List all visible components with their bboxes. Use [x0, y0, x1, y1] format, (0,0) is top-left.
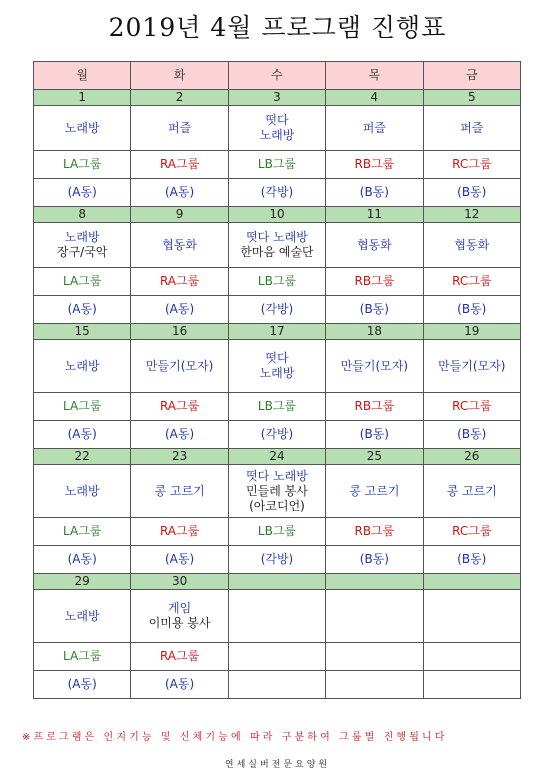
activity-text: 만들기(모자) [145, 358, 214, 373]
activity-text: 퍼즐 [167, 120, 192, 135]
activity-text: 노래방 [64, 358, 100, 373]
activity-text: 노래방 [259, 366, 295, 380]
group-cell: RA그룹 [131, 643, 228, 671]
activity-text: 만들기(모자) [438, 358, 506, 373]
activity-text: 노래방 [64, 483, 100, 498]
page-title: 2019년 4월 프로그램 진행표 [108, 13, 447, 42]
date-cell: 5 [423, 90, 520, 106]
activity-cell [131, 223, 228, 268]
group-row [34, 518, 521, 546]
date-cell: 19 [423, 324, 520, 340]
building-cell: (A동) [34, 179, 131, 207]
building-cell [423, 671, 520, 699]
group-cell [423, 643, 520, 671]
building-cell: (A동) [34, 546, 131, 574]
building-cell: (B동) [326, 421, 423, 449]
date-cell: 12 [423, 207, 520, 223]
date-cell: 18 [326, 324, 423, 340]
activity-text: (아코디언) [249, 498, 305, 513]
building-cell: (각방) [228, 179, 325, 207]
group-cell [326, 643, 423, 671]
group-cell: LB그룹 [228, 151, 325, 179]
activity-text: 장구/국악 [56, 245, 108, 259]
date-row [34, 207, 521, 223]
group-cell: LA그룹 [34, 518, 131, 546]
group-cell: RC그룹 [423, 518, 520, 546]
weekday-header-cell: 금 [423, 62, 520, 90]
building-row [34, 179, 521, 207]
building-cell: (A동) [131, 296, 228, 324]
activity-row [34, 106, 521, 151]
building-row [34, 296, 521, 324]
schedule-table [33, 61, 521, 699]
building-cell: (A동) [34, 296, 131, 324]
building-cell: (B동) [326, 296, 423, 324]
activity-cell [423, 223, 520, 268]
activity-cell [228, 106, 325, 151]
group-cell: LB그룹 [228, 518, 325, 546]
activity-cell [423, 340, 520, 393]
activity-row [34, 465, 521, 518]
activity-cell [326, 465, 423, 518]
footer-institution: 연세실버전문요양원 [224, 760, 331, 770]
activity-text: 노래방 [259, 128, 295, 142]
date-cell: 24 [228, 449, 325, 465]
date-cell: 15 [34, 324, 131, 340]
building-cell: (B동) [423, 546, 520, 574]
activity-cell [131, 465, 228, 518]
activity-text: 퍼즐 [460, 120, 484, 135]
date-cell: 17 [228, 324, 325, 340]
activity-cell [423, 590, 520, 643]
activity-text: 협동화 [356, 237, 392, 252]
activity-cell [131, 590, 228, 643]
activity-cell [326, 106, 423, 151]
activity-text: 협동화 [162, 237, 197, 252]
group-cell: RC그룹 [423, 151, 520, 179]
weekday-header-row [34, 62, 521, 90]
activity-cell [131, 106, 228, 151]
group-row [34, 151, 521, 179]
weekday-header-cell: 화 [131, 62, 228, 90]
activity-row [34, 223, 521, 268]
building-row [34, 421, 521, 449]
activity-text: 떳다 [265, 113, 289, 127]
date-cell: 30 [131, 574, 228, 590]
activity-cell [326, 590, 423, 643]
group-cell: RA그룹 [131, 268, 228, 296]
activity-cell [228, 340, 325, 393]
building-row [34, 671, 521, 699]
group-cell: LB그룹 [228, 393, 325, 421]
building-cell [228, 671, 325, 699]
activity-text: 한마음 예술단 [240, 245, 314, 259]
date-cell [326, 574, 423, 590]
building-cell: (B동) [423, 179, 520, 207]
activity-cell [34, 590, 131, 643]
activity-text: 콩 고르기 [446, 483, 497, 498]
activity-text: 노래방 [64, 230, 100, 244]
group-cell: RB그룹 [326, 151, 423, 179]
building-cell: (A동) [34, 671, 131, 699]
weekday-header-cell: 수 [228, 62, 325, 90]
activity-cell [34, 106, 131, 151]
program-note: ※프로그램은 인지기능 및 신체기능에 따라 구분하여 그룹별 진행됩니다 [22, 732, 448, 743]
activity-row [34, 340, 521, 393]
building-cell: (B동) [423, 421, 520, 449]
building-cell: (B동) [326, 179, 423, 207]
activity-text: 떳다 노래방 [246, 468, 308, 483]
date-row [34, 90, 521, 106]
building-cell: (B동) [423, 296, 520, 324]
date-cell: 9 [131, 207, 228, 223]
building-cell: (A동) [131, 421, 228, 449]
group-cell [228, 643, 325, 671]
date-cell: 23 [131, 449, 228, 465]
group-row [34, 268, 521, 296]
group-cell: RA그룹 [131, 518, 228, 546]
date-cell: 8 [34, 207, 131, 223]
activity-text: 콩 고르기 [154, 483, 205, 498]
date-row [34, 574, 521, 590]
date-cell: 25 [326, 449, 423, 465]
group-row [34, 393, 521, 421]
building-cell: (각방) [228, 296, 325, 324]
activity-text: 만들기(모자) [340, 358, 409, 373]
activity-text: 민들레 봉사 [246, 483, 308, 498]
activity-text: 노래방 [64, 608, 100, 623]
date-cell [423, 574, 520, 590]
building-row [34, 546, 521, 574]
date-cell [228, 574, 325, 590]
group-cell: LA그룹 [34, 643, 131, 671]
activity-cell [423, 106, 520, 151]
group-cell: RC그룹 [423, 393, 520, 421]
building-cell: (A동) [131, 179, 228, 207]
activity-text: 협동화 [454, 237, 490, 252]
activity-cell [228, 223, 325, 268]
date-cell: 22 [34, 449, 131, 465]
activity-cell [131, 340, 228, 393]
building-cell: (각방) [228, 546, 325, 574]
activity-cell [34, 223, 131, 268]
date-cell: 1 [34, 90, 131, 106]
date-cell: 3 [228, 90, 325, 106]
date-cell: 10 [228, 207, 325, 223]
group-cell: LA그룹 [34, 393, 131, 421]
activity-text: 게임 [167, 601, 192, 615]
group-cell: RB그룹 [326, 518, 423, 546]
weekday-header-cell: 월 [34, 62, 131, 90]
building-cell: (A동) [131, 671, 228, 699]
activity-cell [326, 223, 423, 268]
building-cell: (각방) [228, 421, 325, 449]
group-cell: RB그룹 [326, 393, 423, 421]
group-cell: RA그룹 [131, 151, 228, 179]
group-cell: LA그룹 [34, 151, 131, 179]
weekday-header-cell: 목 [326, 62, 423, 90]
group-cell: RA그룹 [131, 393, 228, 421]
group-cell: RC그룹 [423, 268, 520, 296]
group-cell: LB그룹 [228, 268, 325, 296]
date-cell: 29 [34, 574, 131, 590]
activity-text: 떳다 노래방 [246, 230, 308, 244]
activity-cell [423, 465, 520, 518]
activity-cell [228, 465, 325, 518]
date-cell: 11 [326, 207, 423, 223]
building-cell: (A동) [131, 546, 228, 574]
building-cell: (A동) [34, 421, 131, 449]
activity-cell [34, 340, 131, 393]
date-cell: 4 [326, 90, 423, 106]
group-cell: RB그룹 [326, 268, 423, 296]
group-row [34, 643, 521, 671]
date-row [34, 324, 521, 340]
date-cell: 16 [131, 324, 228, 340]
activity-row [34, 590, 521, 643]
building-cell: (B동) [326, 546, 423, 574]
activity-cell [326, 340, 423, 393]
activity-text: 콩 고르기 [349, 483, 400, 498]
activity-text: 퍼즐 [362, 120, 386, 135]
building-cell [326, 671, 423, 699]
date-cell: 26 [423, 449, 520, 465]
activity-cell [228, 590, 325, 643]
activity-text: 떳다 [265, 351, 289, 365]
group-cell: LA그룹 [34, 268, 131, 296]
date-row [34, 449, 521, 465]
date-cell: 2 [131, 90, 228, 106]
activity-cell [34, 465, 131, 518]
activity-text: 노래방 [64, 120, 100, 135]
activity-text: 이미용 봉사 [148, 616, 211, 630]
